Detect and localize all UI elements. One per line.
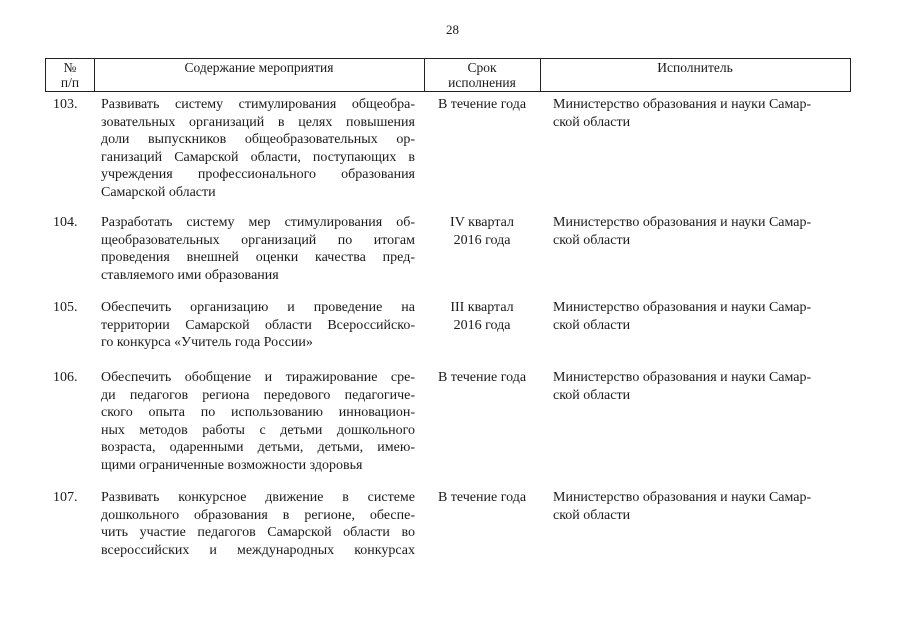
row-number: 106. xyxy=(53,370,78,385)
row-executor xyxy=(553,96,853,131)
page-number: 28 xyxy=(446,22,459,37)
executor-line: Министерство образования и науки Самар- xyxy=(553,370,812,385)
executor-line: ской области xyxy=(553,317,631,333)
deadline-line: В течение года xyxy=(437,490,527,505)
row-executor xyxy=(553,489,853,524)
row-content xyxy=(101,369,415,475)
content-line: территории Самарской области Всероссийско- xyxy=(101,317,415,333)
row-executor xyxy=(553,369,853,404)
content-line: щими ограниченные возможности здоровья xyxy=(101,457,363,473)
content-line: Обеспечить организацию и проведение на xyxy=(101,300,415,315)
deadline-line: 2016 года xyxy=(453,317,511,333)
content-line: всероссийских и международных конкурсах xyxy=(101,542,415,558)
deadline-line: IV квартал xyxy=(450,215,514,230)
content-line: Самарской области xyxy=(101,184,216,200)
table-header xyxy=(45,58,851,92)
content-line: щеобразовательных организаций по итогам xyxy=(101,232,415,248)
executor-line: ской области xyxy=(553,114,631,130)
executor-line: Министерство образования и науки Самар- xyxy=(553,215,812,230)
row-number: 105. xyxy=(53,300,78,315)
header-deadline-line-2: исполнения xyxy=(448,75,516,90)
row-content xyxy=(101,299,415,352)
row-executor xyxy=(553,299,853,334)
content-line: Обеспечить обобщение и тиражирование сре- xyxy=(101,370,415,385)
row-number: 104. xyxy=(53,215,78,230)
executor-line: ской области xyxy=(553,387,631,403)
row-executor xyxy=(553,214,853,249)
content-line: Разработать систему мер стимулирования об- xyxy=(101,215,415,230)
row-content xyxy=(101,489,415,559)
executor-line: Министерство образования и науки Самар- xyxy=(553,97,812,112)
executor-line: Министерство образования и науки Самар- xyxy=(553,490,812,505)
deadline-line: В течение года xyxy=(437,97,527,112)
row-deadline xyxy=(429,369,535,387)
content-line: Развивать конкурсное движение в системе xyxy=(101,490,415,505)
header-deadline xyxy=(424,59,540,92)
executor-line: Министерство образования и науки Самар- xyxy=(553,300,812,315)
content-line: учреждения профессионального образования xyxy=(101,167,415,183)
row-content xyxy=(101,214,415,284)
header-executor: Исполнитель xyxy=(657,60,733,75)
content-line: Развивать систему стимулирования общеобра- xyxy=(101,97,415,112)
content-line: го конкурса «Учитель года России» xyxy=(101,335,313,351)
row-number: 107. xyxy=(53,490,78,505)
content-line: возраста, одаренными детьми, детьми, имею- xyxy=(101,440,415,456)
deadline-line: В течение года xyxy=(437,370,527,385)
executor-line: ской области xyxy=(553,232,631,248)
content-line: проведения внешней оценки качества пред- xyxy=(101,250,415,266)
content-line: чить участие педагогов Самарской области во xyxy=(101,525,415,541)
row-deadline xyxy=(429,214,535,249)
content-line: доли выпускников общеобразовательных ор- xyxy=(101,132,415,148)
row-content xyxy=(101,96,415,202)
content-line: ского опыта по использованию инновацион- xyxy=(101,405,415,421)
content-line: ганизаций Самарской области, поступающих в xyxy=(101,149,415,165)
deadline-line: 2016 года xyxy=(453,232,511,248)
header-content: Содержание мероприятия xyxy=(184,60,334,75)
header-num xyxy=(46,59,94,92)
deadline-line: III квартал xyxy=(450,300,514,315)
row-number: 103. xyxy=(53,97,78,112)
header-num-line-1: № xyxy=(63,60,77,75)
header-deadline-line-1: Срок xyxy=(467,60,497,75)
content-line: дошкольного образования в регионе, обеспе- xyxy=(101,507,415,523)
executor-line: ской области xyxy=(553,507,631,523)
content-line: зовательных организаций в целях повышения xyxy=(101,114,415,130)
content-line: ставляемого ими образования xyxy=(101,267,279,283)
header-num-line-2: п/п xyxy=(60,75,80,90)
row-deadline xyxy=(429,96,535,114)
row-deadline xyxy=(429,489,535,507)
content-line: ди педагогов региона передового педагогиче- xyxy=(101,387,415,403)
row-deadline xyxy=(429,299,535,334)
content-line: ных методов работы с детьми дошкольного xyxy=(101,422,415,438)
